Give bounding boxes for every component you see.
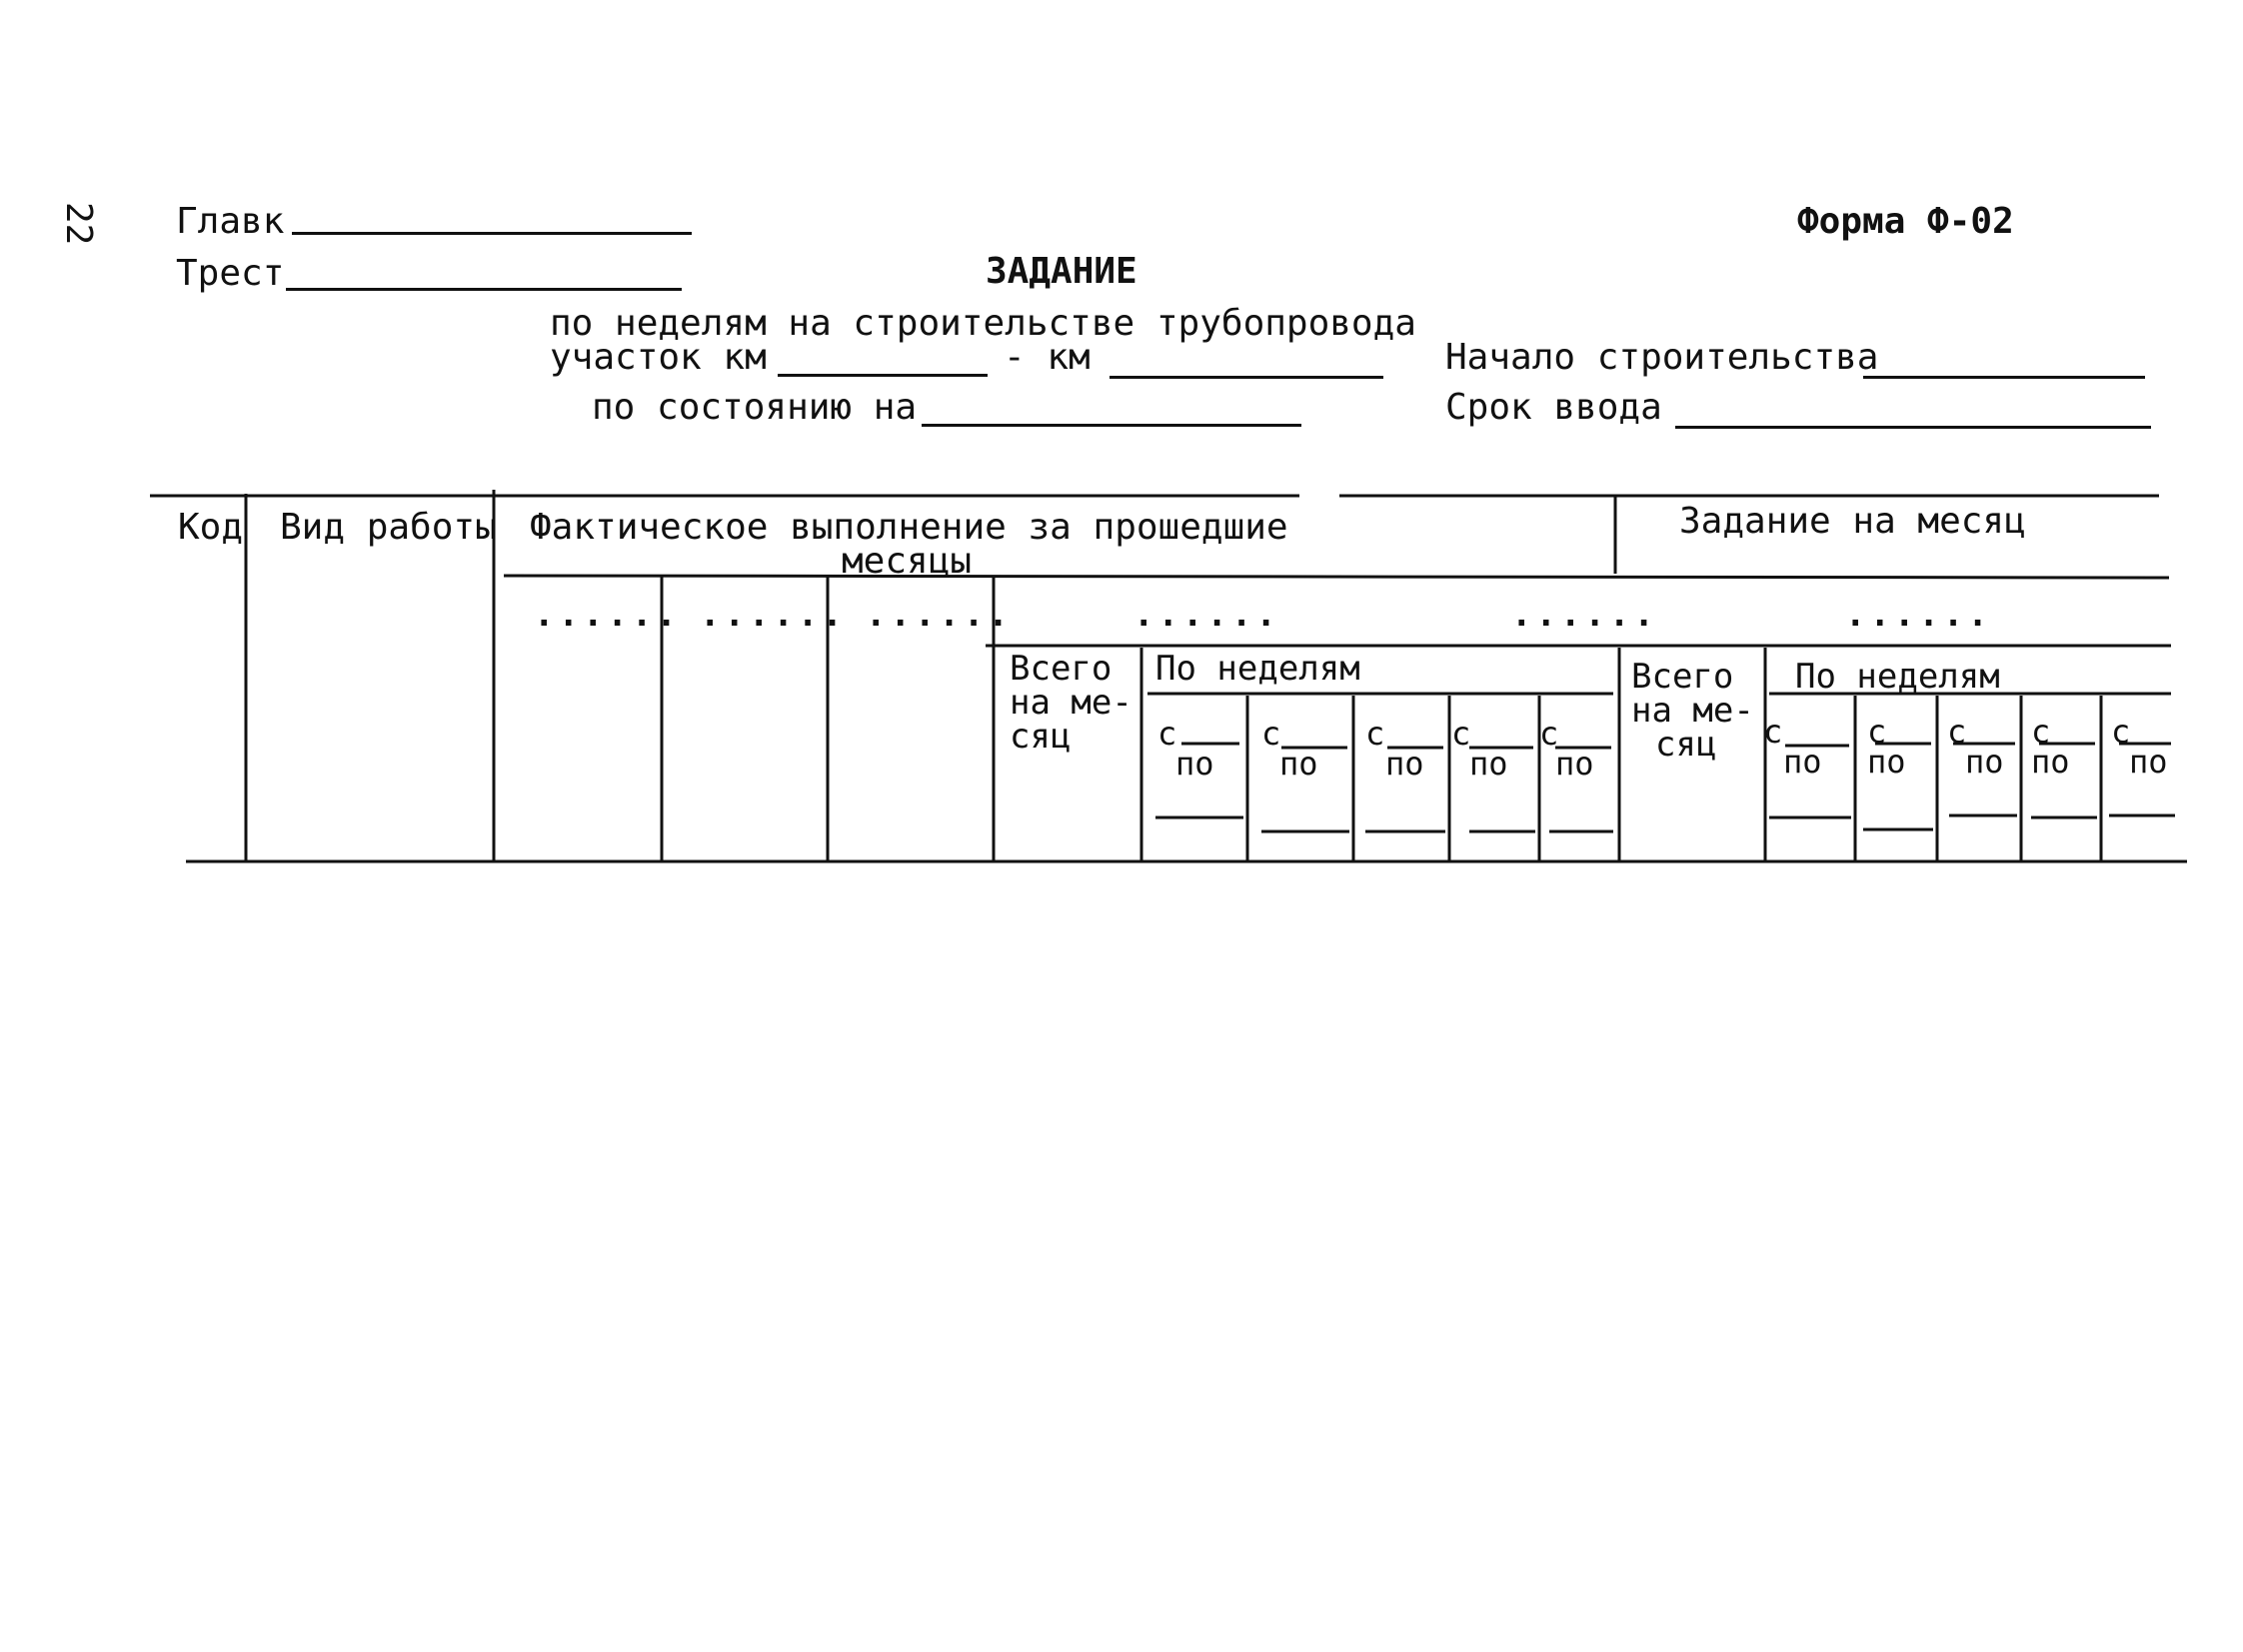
week-from-b3: с: [1947, 713, 1967, 751]
week-to-a4: по: [1469, 745, 1508, 783]
month-dots-2: ......: [700, 595, 847, 635]
week-to-a2: по: [1279, 745, 1318, 783]
week-to-a5: по: [1555, 745, 1594, 783]
total-label-2-b: на ме-: [1631, 691, 1754, 731]
week-from-b5: с: [2111, 713, 2131, 751]
col-actual-header: Фактическое выполнение за прошедшие: [530, 507, 1288, 548]
weeks-label-2: По неделям: [1795, 657, 2000, 697]
page-number: 22: [58, 202, 99, 246]
col-actual-header-cont: месяцы: [842, 541, 973, 582]
glavk-label: Главк: [176, 201, 285, 242]
week-from-b1: с: [1763, 713, 1783, 751]
weeks-label-1: По неделям: [1155, 649, 1360, 689]
deadline-label: Срок ввода: [1445, 387, 1662, 428]
trest-label: Трест: [176, 253, 285, 294]
week-from-a5: с: [1539, 715, 1559, 753]
week-from-b4: с: [2031, 713, 2051, 751]
total-label-1-a: Всего: [1010, 649, 1113, 689]
total-label-1-c: сяц: [1010, 717, 1072, 757]
month-dots-6: ......: [1845, 595, 1992, 635]
week-from-a1: с: [1157, 715, 1177, 753]
document-title: ЗАДАНИЕ: [986, 251, 1137, 292]
title-line-2-mid: - км: [1004, 337, 1091, 378]
rule-months: [504, 576, 2169, 578]
week-to-b4: по: [2031, 743, 2070, 781]
week-to-b2: по: [1867, 743, 1906, 781]
month-dots-4: ......: [1133, 595, 1280, 635]
week-to-b3: по: [1965, 743, 2004, 781]
month-dots-3: ......: [866, 595, 1013, 635]
week-to-b5: по: [2129, 743, 2168, 781]
form-id: Форма Ф-02: [1797, 201, 2014, 242]
week-from-b2: с: [1867, 713, 1887, 751]
total-label-2-a: Всего: [1631, 657, 1734, 697]
title-line-1: по неделям на строительстве трубопровода: [550, 303, 1416, 344]
start-label: Начало строительства: [1445, 337, 1879, 378]
month-dots-1: ......: [534, 595, 681, 635]
month-dots-5: ......: [1511, 595, 1658, 635]
week-from-a4: с: [1451, 715, 1471, 753]
col-work-type-header: Вид работы: [280, 507, 497, 548]
total-label-2-c: сяц: [1655, 725, 1717, 765]
week-to-b1: по: [1783, 743, 1822, 781]
col-code-header: Код: [178, 507, 244, 548]
total-label-1-b: на ме-: [1010, 683, 1132, 723]
week-from-a3: с: [1365, 715, 1385, 753]
week-to-a3: по: [1385, 745, 1424, 783]
week-to-a1: по: [1175, 745, 1214, 783]
title-line-3: по состоянию на: [592, 387, 918, 428]
title-line-2-prefix: участок км: [550, 337, 767, 378]
week-from-a2: с: [1261, 715, 1281, 753]
col-task-month-header: Задание на месяц: [1679, 501, 2026, 542]
